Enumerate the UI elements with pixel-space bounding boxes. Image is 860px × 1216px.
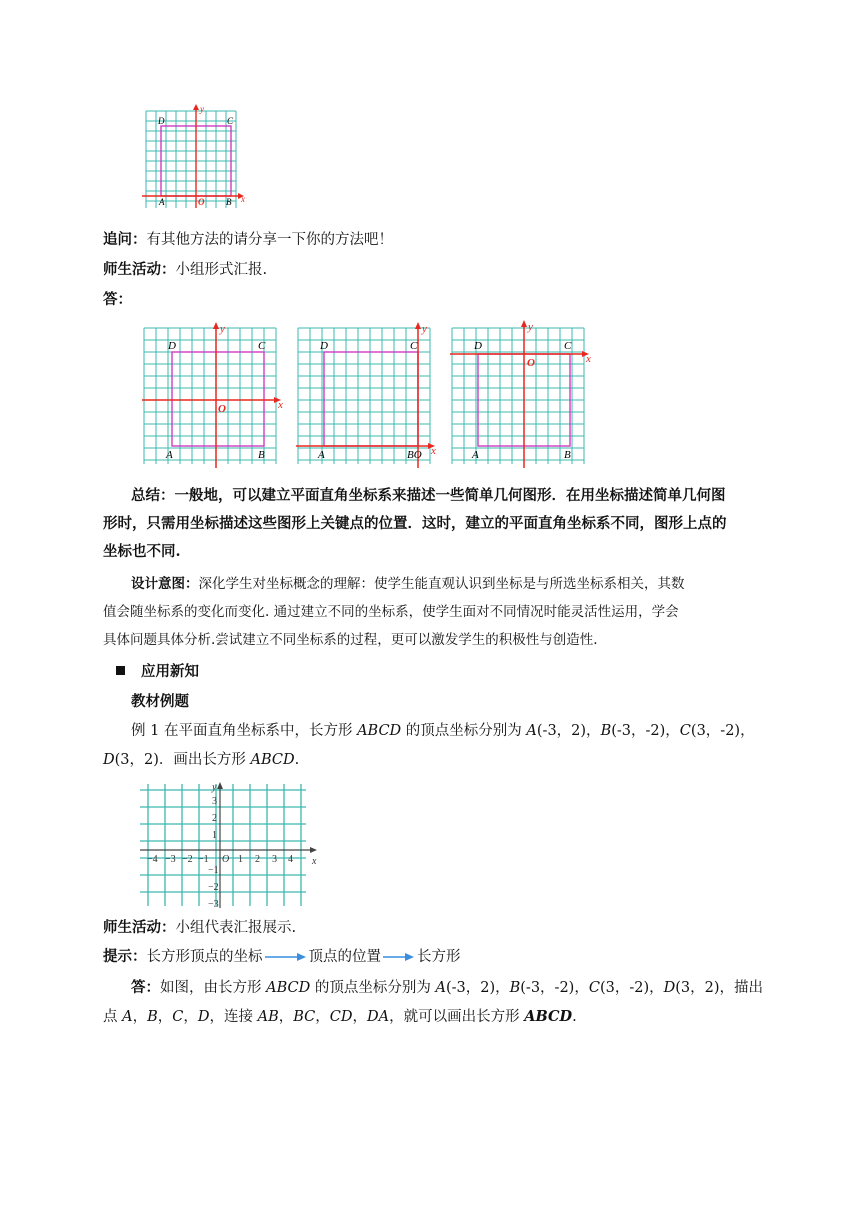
design-line-1: 设计意图：深化学生对坐标概念的理解：使学生能直观认识到坐标是与所选坐标系相关，其数: [131, 576, 685, 592]
svg-text:A: A: [472, 449, 479, 461]
label-c: C: [227, 116, 234, 126]
activity-paragraph-1: [103, 260, 267, 280]
svg-text:−3: −3: [165, 854, 176, 865]
right-arrow-icon: [265, 952, 307, 962]
figure-coordinate-variant-c: [448, 320, 598, 470]
svg-text:C: C: [564, 340, 572, 352]
svg-text:x: x: [312, 856, 317, 867]
hint-paragraph: 提示：长方形顶点的坐标 顶点的位置 长方形: [103, 948, 461, 965]
example-line-2: D(3，2)．画出长方形 ABCD.: [103, 752, 300, 768]
svg-text:2: 2: [255, 854, 260, 865]
section-heading: 应用新知: [116, 662, 199, 682]
label-d: D: [158, 116, 165, 126]
svg-text:BO: BO: [407, 449, 422, 461]
svg-text:x: x: [431, 445, 436, 457]
bullet-icon: [116, 666, 125, 675]
svg-text:−3: −3: [208, 899, 219, 910]
svg-text:y: y: [220, 323, 225, 335]
followup-paragraph: [103, 230, 393, 250]
svg-text:x: x: [278, 399, 283, 411]
svg-text:3: 3: [272, 854, 277, 865]
section-subtitle: 教材例题: [131, 693, 189, 710]
figure-rectangle-grid-1: [140, 104, 250, 212]
svg-text:−2: −2: [182, 854, 193, 865]
svg-text:x: x: [586, 353, 591, 365]
svg-text:B: B: [258, 449, 265, 461]
figure-coordinate-variant-b: [294, 320, 444, 470]
figure-numbered-grid: [140, 780, 325, 910]
svg-text:y: y: [422, 323, 427, 335]
svg-text:3: 3: [212, 796, 217, 807]
svg-text:D: D: [168, 340, 176, 352]
svg-text:A: A: [318, 449, 325, 461]
design-line-3: 具体问题具体分析.尝试建立不同坐标系的过程，更可以激发学生的积极性与创造性.: [103, 632, 598, 648]
label-origin: O: [198, 197, 205, 207]
design-line-2: 值会随坐标系的变化而变化. 通过建立不同的坐标系，使学生面对不同情况时能灵活性运用，学会: [103, 604, 679, 620]
label-x: x: [241, 194, 245, 204]
label-b: B: [226, 197, 232, 207]
svg-text:4: 4: [288, 854, 293, 865]
activity-label: 师生活动：: [103, 261, 176, 278]
summary-line-1: 总结：一般地，可以建立平面直角坐标系来描述一些简单几何图形．在用坐标描述简单几何图: [131, 487, 726, 504]
followup-label: 追问：: [103, 231, 147, 248]
svg-text:1: 1: [238, 854, 243, 865]
svg-text:A: A: [166, 449, 173, 461]
svg-text:y: y: [212, 782, 217, 793]
svg-text:D: D: [320, 340, 328, 352]
svg-text:O: O: [218, 403, 226, 415]
answer-line-1: 答：如图，由长方形 ABCD 的顶点坐标分别为 A(-3，2)，B(-3，-2)，C(3，-2)，D(3，2)，描出: [131, 979, 764, 996]
svg-text:−4: −4: [147, 854, 158, 865]
svg-text:−1: −1: [198, 854, 209, 865]
svg-text:O: O: [527, 357, 535, 369]
answer-line-2: 点 A，B，C，D，连接 AB，BC，CD，DA，就可以画出长方形 ABCD.: [103, 1008, 577, 1025]
svg-text:−2: −2: [208, 882, 219, 893]
example-line-1: 例 1 在平面直角坐标系中，长方形 ABCD 的顶点坐标分别为 A(-3，2)，B(-3，-2)，C(3，-2)，: [131, 723, 755, 739]
right-arrow-icon: [383, 952, 415, 962]
svg-text:B: B: [564, 449, 571, 461]
figure-coordinate-variant-a: [140, 320, 290, 470]
svg-text:O: O: [222, 854, 230, 865]
answer-label-1: 答：: [103, 291, 132, 308]
activity-text: 小组形式汇报.: [175, 262, 268, 278]
label-y: y: [200, 104, 204, 114]
svg-text:y: y: [528, 321, 533, 333]
svg-text:1: 1: [212, 830, 217, 841]
summary-line-2: 形时，只需用坐标描述这些图形上关键点的位置．这时，建立的平面直角坐标系不同，图形上点的: [103, 515, 727, 532]
followup-text: 有其他方法的请分享一下你的方法吧！: [146, 232, 393, 248]
svg-text:2: 2: [212, 813, 217, 824]
summary-line-3: 坐标也不同.: [103, 543, 181, 560]
label-a: A: [159, 197, 165, 207]
svg-text:C: C: [410, 340, 418, 352]
svg-text:C: C: [258, 340, 266, 352]
svg-text:D: D: [474, 340, 482, 352]
activity-paragraph-2: 师生活动：小组代表汇报展示.: [103, 919, 297, 936]
svg-text:−1: −1: [208, 865, 219, 876]
